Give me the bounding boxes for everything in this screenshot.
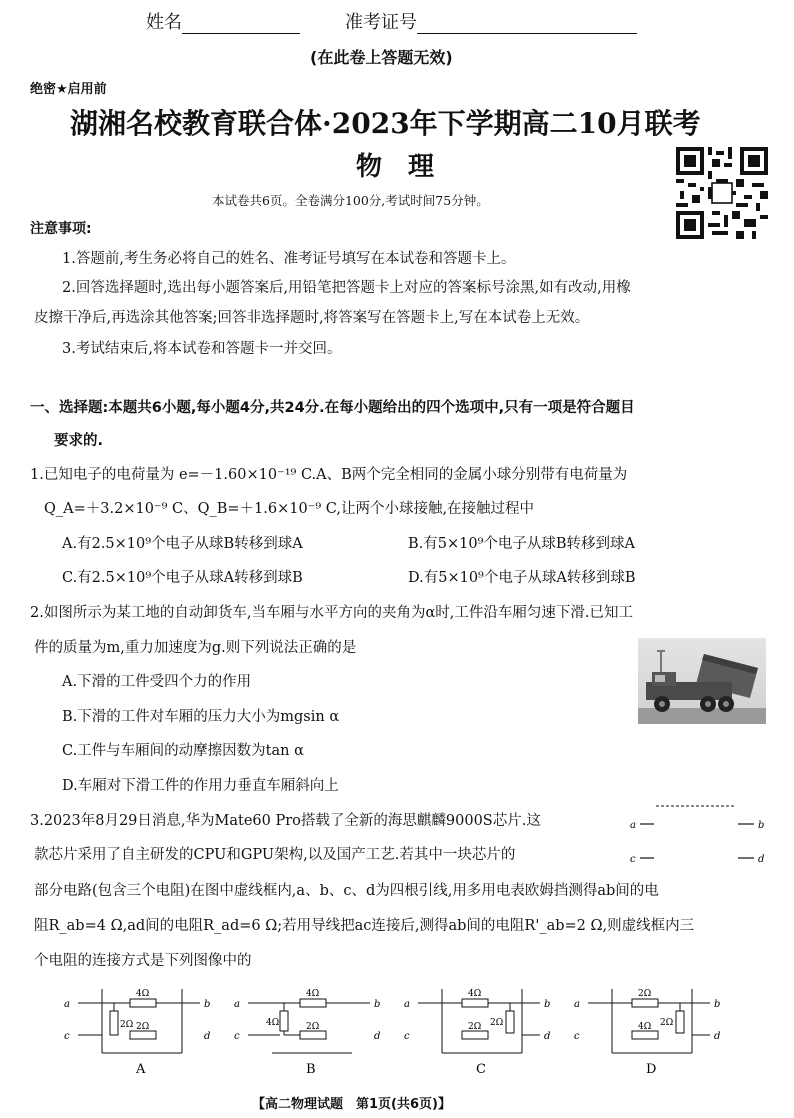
- q3-stem-line3: 部分电路(包含三个电阻)在图中虚线框内,a、b、c、d为四根引线,用多用电表欧姆挡测得ab间的电: [34, 883, 659, 899]
- circuit-d-label: D: [646, 1062, 657, 1077]
- circuit-d-top: 2Ω: [638, 989, 652, 999]
- q3-stem-line4: 阻R_ab=4 Ω,ad间的电阻R_ad=6 Ω;若用导线把ac连接后,测得ab间的电阻R'_ab=2 Ω,则虚线框内三: [34, 918, 695, 934]
- circuit-c-terminal-c: c: [404, 1031, 410, 1042]
- circuit-c-terminal-a: a: [404, 999, 410, 1010]
- circuit-d-right: 2Ω: [660, 1018, 674, 1028]
- circuit-b-left: 4Ω: [266, 1018, 280, 1028]
- dashed-box: [654, 806, 738, 864]
- circuit-d: [574, 989, 720, 1077]
- q1-stem-line1: 1.已知电子的电荷量为 e=－1.60×10⁻¹⁹ C.A、B两个完全相同的金属小球分别带有电荷量为: [30, 467, 628, 483]
- circuit-d-terminal-a: a: [574, 999, 580, 1010]
- circuit-b-bottom: 2Ω: [306, 1022, 320, 1032]
- name-field: [146, 8, 300, 34]
- terminal-b: b: [758, 820, 765, 831]
- dump-truck-photo: [638, 638, 766, 724]
- q2-option-d: D.车厢对下滑工件的作用力垂直车厢斜向上: [62, 778, 339, 794]
- q2-stem-line2: 件的质量为m,重力加速度为g.则下列说法正确的是: [34, 640, 357, 656]
- q2-option-c: C.工件与车厢间的动摩擦因数为tan α: [62, 743, 304, 759]
- notes-heading: 注意事项:: [30, 221, 92, 237]
- q3-stem-line5: 个电阻的连接方式是下列图像中的: [34, 953, 252, 969]
- circuit-b-label: B: [306, 1062, 316, 1077]
- q2-option-a: A.下滑的工件受四个力的作用: [62, 674, 252, 690]
- terminal-a: a: [630, 820, 636, 831]
- terminal-d: d: [758, 854, 765, 865]
- qr-code: [676, 147, 768, 239]
- terminal-c: c: [630, 854, 636, 865]
- circuit-a-terminal-d: d: [204, 1031, 211, 1042]
- id-field: [345, 8, 637, 34]
- notes-item-2b: 皮擦干净后,再选涂其他答案;回答非选择题时,将答案写在答题卡上,写在本试卷上无效。: [34, 310, 590, 326]
- q3-stem-line2: 款芯片采用了自主研发的CPU和GPU架构,以及国产工艺.若其中一块芯片的: [34, 847, 516, 863]
- circuit-a-top: 4Ω: [136, 989, 150, 999]
- circuit-c: [404, 989, 550, 1077]
- name-blank: [182, 16, 300, 34]
- circuit-a-left: 2Ω: [120, 1020, 134, 1030]
- id-label: 准考证号: [345, 12, 417, 33]
- circuit-d-terminal-b: b: [714, 999, 721, 1010]
- q1-option-c: C.有2.5×10⁹个电子从球A转移到球B: [62, 570, 303, 586]
- exam-title: 湖湘名校教育联合体·2023年下学期高二10月联考: [70, 107, 701, 140]
- q1-option-a: A.有2.5×10⁹个电子从球B转移到球A: [62, 536, 303, 552]
- notes-item-1: 1.答题前,考生务必将自己的姓名、准考证号填写在本试卷和答题卡上。: [62, 251, 516, 267]
- q2-stem-line1: 2.如图所示为某工地的自动卸货车,当车厢与水平方向的夹角为α时,工件沿车厢匀速下滑.已知工: [30, 605, 633, 621]
- q1-option-b: B.有5×10⁹个电子从球B转移到球A: [408, 536, 636, 552]
- circuit-options: [60, 985, 740, 1085]
- circuit-a-terminal-b: b: [204, 999, 211, 1010]
- circuit-c-label: C: [476, 1062, 486, 1077]
- circuit-c-right: 2Ω: [490, 1018, 504, 1028]
- secret-label: 绝密★启用前: [30, 82, 107, 97]
- circuit-a-terminal-c: c: [64, 1031, 70, 1042]
- invalid-note: (在此卷上答题无效): [310, 48, 453, 67]
- circuit-b: [234, 989, 380, 1077]
- circuit-c-terminal-d: d: [544, 1031, 551, 1042]
- id-blank: [417, 16, 637, 34]
- section1-heading-b: 要求的.: [54, 433, 104, 449]
- circuit-b-terminal-c: c: [234, 1031, 240, 1042]
- name-label: 姓名: [146, 12, 182, 33]
- q3-stem-line1: 3.2023年8月29日消息,华为Mate60 Pro搭载了全新的海思麒麟9000S芯片.这: [30, 813, 541, 829]
- circuit-d-bottom: 4Ω: [638, 1022, 652, 1032]
- circuit-b-terminal-a: a: [234, 999, 240, 1010]
- circuit-c-top: 4Ω: [468, 989, 482, 999]
- notes-item-3: 3.考试结束后,将本试卷和答题卡一并交回。: [62, 341, 342, 357]
- circuit-a-label: A: [136, 1062, 146, 1077]
- circuit-b-terminal-b: b: [374, 999, 381, 1010]
- circuit-b-terminal-d: d: [374, 1031, 381, 1042]
- circuit-c-terminal-b: b: [544, 999, 551, 1010]
- section1-heading-a: 一、选择题:本题共6小题,每小题4分,共24分.在每小题给出的四个选项中,只有一项是符合题目: [30, 400, 635, 416]
- circuit-a-terminal-a: a: [64, 999, 70, 1010]
- q1-stem-line2: Q_A=＋3.2×10⁻⁹ C、Q_B=＋1.6×10⁻⁹ C,让两个小球接触,在接触过程中: [44, 501, 535, 517]
- circuit-a-bottom: 2Ω: [136, 1022, 150, 1032]
- notes-item-2a: 2.回答选择题时,选出每小题答案后,用铅笔把答题卡上对应的答案标号涂黑,如有改动,用橡: [62, 280, 631, 296]
- subject-title: 物 理: [356, 152, 435, 182]
- circuit-a: [64, 989, 210, 1077]
- circuit-c-bottom: 2Ω: [468, 1022, 482, 1032]
- q1-option-d: D.有5×10⁹个电子从球A转移到球B: [408, 570, 636, 586]
- q2-option-b: B.下滑的工件对车厢的压力大小为mgsin α: [62, 709, 340, 725]
- circuit-d-terminal-c: c: [574, 1031, 580, 1042]
- black-box-figure: [628, 800, 768, 868]
- page-footer: 【高二物理试题 第1页(共6页)】: [252, 1097, 451, 1112]
- circuit-b-top: 4Ω: [306, 989, 320, 999]
- exam-info: 本试卷共6页。全卷满分100分,考试时间75分钟。: [212, 193, 489, 208]
- circuit-d-terminal-d: d: [714, 1031, 721, 1042]
